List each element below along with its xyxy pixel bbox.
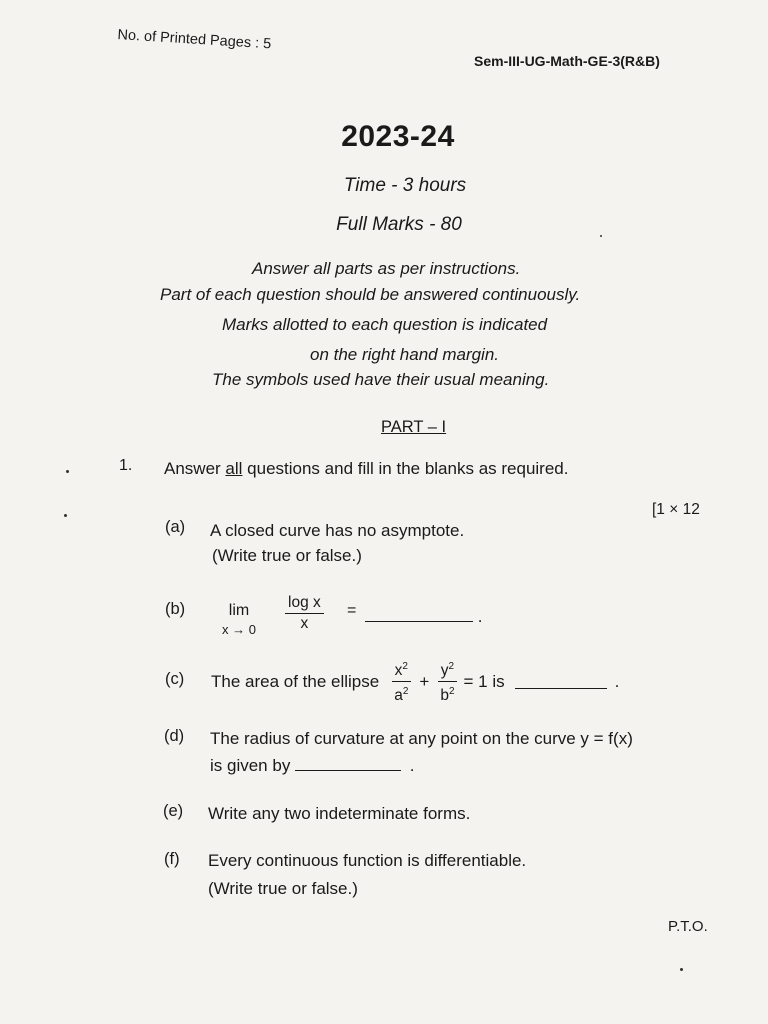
subquestion-label-a: (a): [165, 518, 186, 536]
answer-blank-c[interactable]: [515, 674, 607, 689]
ellipse-text: The area of the ellipse: [211, 671, 380, 691]
period: .: [614, 671, 620, 691]
question-prompt: [164, 459, 568, 479]
full-marks: Full Marks - 80: [336, 214, 462, 235]
subquestion-label-e: (e): [163, 802, 184, 820]
period: .: [477, 607, 483, 626]
prompt-text: questions and fill in the blanks as required.: [242, 459, 569, 478]
fraction-denominator: x: [300, 615, 309, 632]
instruction-line: The symbols used have their usual meaning.: [212, 370, 550, 389]
limit-expression: [222, 601, 256, 639]
exam-year: 2023-24: [341, 120, 455, 153]
instruction-line: on the right hand margin.: [310, 345, 500, 364]
scan-speck: [64, 514, 67, 517]
lim-operator: lim: [228, 602, 250, 619]
answer-blank-d[interactable]: [295, 756, 401, 771]
subquestion-d-text: The radius of curvature at any point on the curve y = f(x): [210, 729, 633, 748]
instruction-line: Part of each question should be answered continuously.: [160, 285, 581, 304]
prompt-text: Answer: [164, 459, 226, 478]
given-by-text: is given by: [210, 756, 291, 775]
fraction-numerator: log x: [285, 593, 324, 614]
answer-blank-b[interactable]: [365, 607, 482, 627]
printed-pages-note: No. of Printed Pages : 5: [117, 27, 272, 53]
subquestion-c-text: [211, 657, 619, 706]
subquestion-d-continuation: [210, 756, 415, 776]
subquestion-f-text: Every continuous function is differentiable.: [208, 851, 527, 870]
course-code: Sem-III-UG-Math-GE-3(R&B): [474, 53, 660, 69]
instruction-line: Marks allotted to each question is indicated: [222, 315, 548, 334]
scan-speck: [600, 235, 602, 237]
subquestion-label-c: (c): [165, 670, 185, 688]
ellipse-fraction-y: $\frac{y^2}{b^2}$: [437, 657, 457, 706]
period: .: [409, 756, 415, 775]
equals-sign: =: [347, 602, 357, 619]
part-heading: PART – I: [381, 418, 447, 436]
ellipse-fraction-x: $\frac{x^2}{a^2}$: [391, 657, 411, 706]
lim-subscript: x → 0: [222, 622, 256, 637]
please-turn-over: P.T.O.: [668, 918, 708, 935]
instruction-line: Answer all parts as per instructions.: [252, 259, 521, 278]
question-number: 1.: [119, 457, 133, 474]
marks-allotment: [1 × 12: [652, 501, 700, 518]
subquestion-f-note: (Write true or false.): [208, 879, 358, 898]
ellipse-rhs: = 1 is: [463, 671, 505, 691]
subquestion-a-text: A closed curve has no asymptote.: [210, 521, 465, 540]
subquestion-label-d: (d): [164, 727, 185, 745]
subquestion-label-b: (b): [165, 600, 186, 618]
limit-fraction: [285, 593, 324, 634]
exam-duration: Time - 3 hours: [343, 175, 467, 196]
scan-speck: [66, 470, 69, 473]
subquestion-a-note: (Write true or false.): [212, 546, 362, 565]
prompt-emphasis: all: [225, 459, 243, 478]
subquestion-e-text: Write any two indeterminate forms.: [208, 804, 471, 823]
scan-speck: [680, 968, 683, 971]
plus-sign: +: [419, 671, 430, 691]
subquestion-label-f: (f): [164, 850, 180, 868]
